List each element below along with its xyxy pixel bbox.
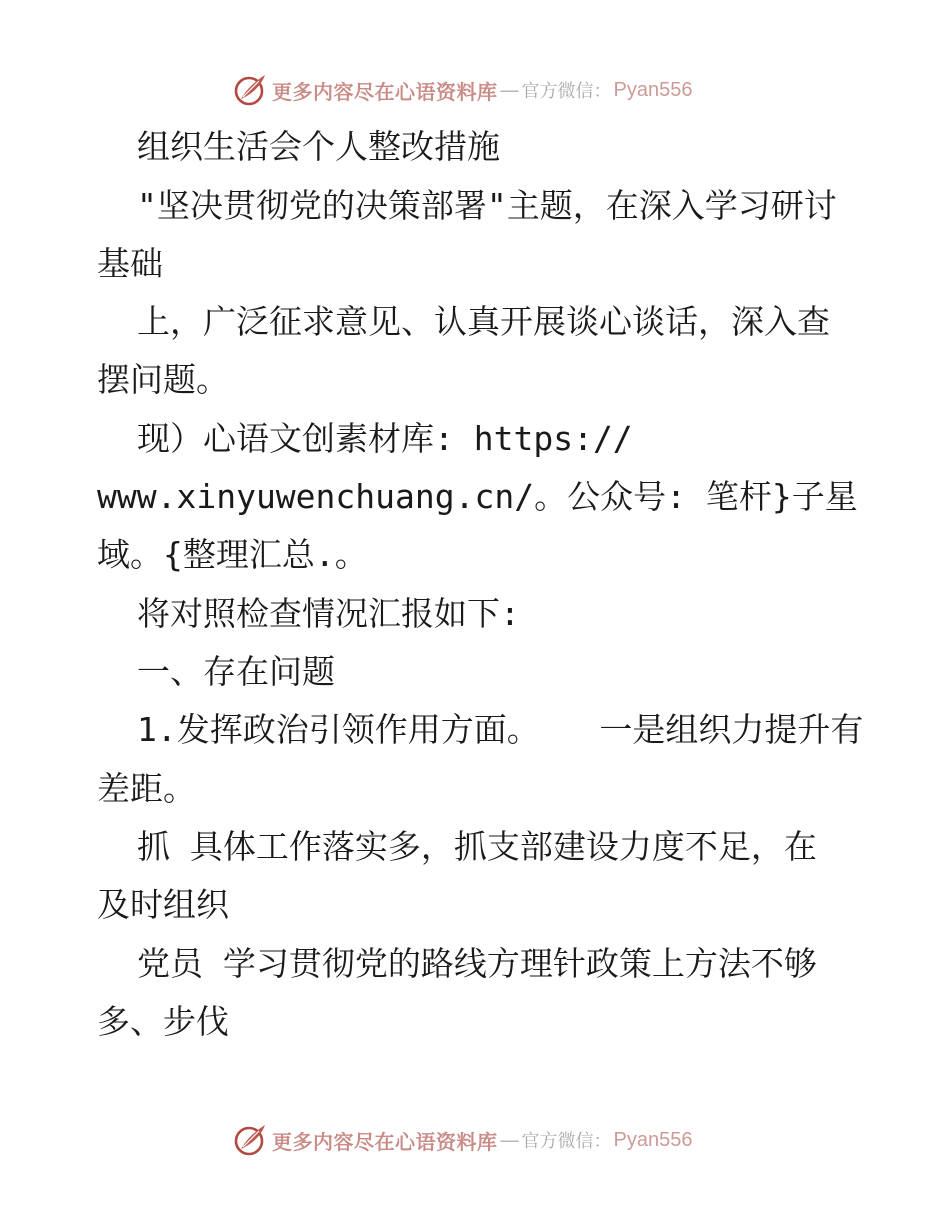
doc-line: 上，广泛征求意见、认真开展谈心谈话，深入查	[137, 302, 830, 341]
doc-line: 党员 学习贯彻党的路线方理针政策上方法不够	[137, 944, 817, 983]
watermark-wechat-id: Pyan556	[613, 1128, 693, 1151]
doc-line: www.xinyuwenchuang.cn/。公众号: 笔杆}子星	[97, 477, 858, 516]
doc-line: 基础	[97, 244, 163, 283]
watermark-dash: —	[499, 78, 520, 102]
watermark-wechat-label: 官方微信：	[521, 81, 612, 102]
doc-line: 域。{整理汇总.。	[97, 535, 368, 574]
feather-pen-seal-icon	[232, 1122, 268, 1158]
doc-title: 组织生活会个人整改措施	[137, 127, 500, 166]
watermark-header	[232, 70, 692, 110]
doc-line: 抓 具体工作落实多，抓支部建设力度不足，在	[137, 827, 817, 866]
doc-line: 1.发挥政治引领作用方面。 一是组织力提升有	[137, 710, 864, 749]
feather-pen-seal-icon	[232, 72, 268, 108]
watermark-footer	[232, 1120, 692, 1160]
watermark-dash: —	[499, 1128, 520, 1152]
watermark-text: 更多内容尽在心语资料库	[272, 1129, 498, 1154]
watermark-wechat-label: 官方微信：	[521, 1131, 612, 1152]
section-heading: 一、存在问题	[137, 652, 335, 691]
doc-line: 将对照检查情况汇报如下:	[137, 594, 520, 633]
doc-line: 差距。	[97, 769, 196, 808]
doc-line: 摆问题。	[97, 360, 229, 399]
doc-line: 及时组织	[97, 885, 229, 924]
doc-line: 现）心语文创素材库: https://	[137, 419, 633, 458]
doc-line: "坚决贯彻党的决策部署"主题，在深入学习研讨	[137, 186, 837, 225]
watermark-text: 更多内容尽在心语资料库	[272, 79, 498, 104]
doc-line: 多、步伐	[97, 1002, 229, 1041]
watermark-wechat-id: Pyan556	[613, 78, 693, 101]
